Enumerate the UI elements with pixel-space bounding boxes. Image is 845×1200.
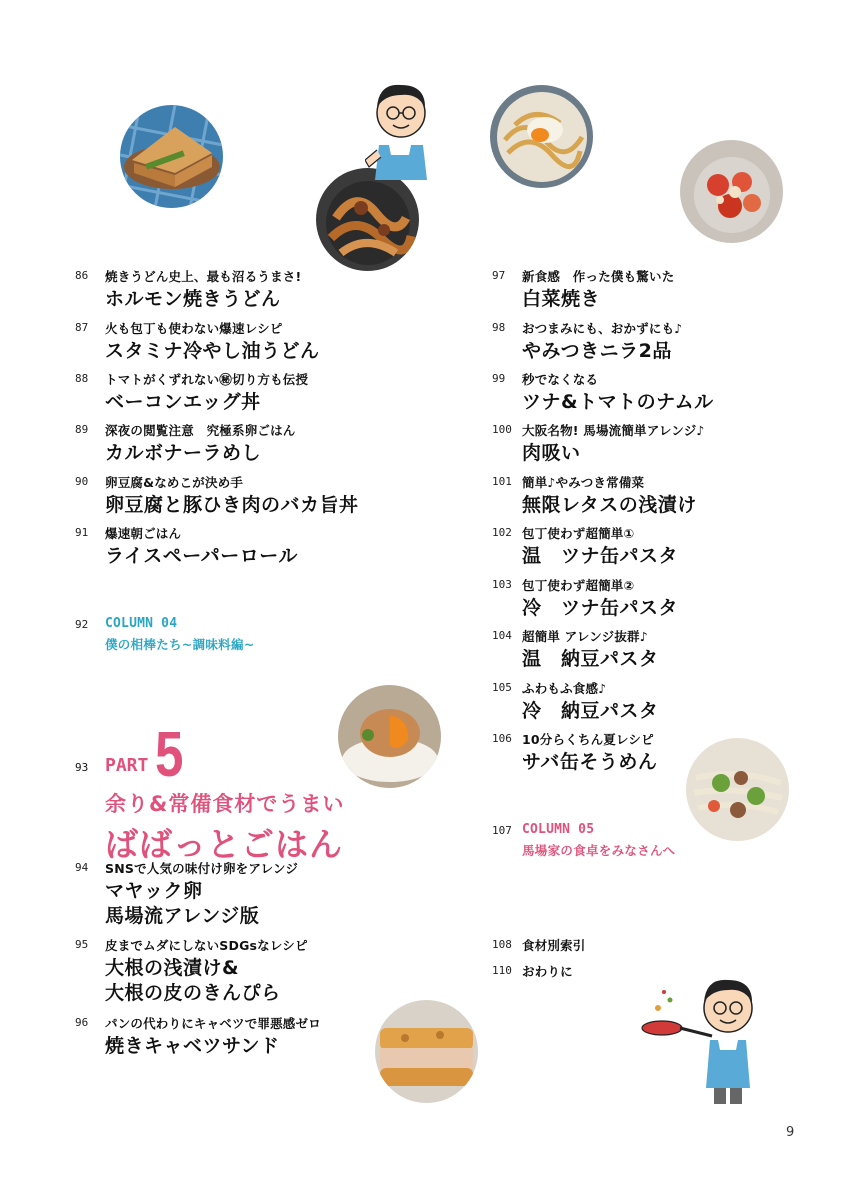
entry-title: 温 納豆パスタ [522, 648, 659, 670]
entry-title: 大根の浅漬け& [105, 957, 240, 979]
entry-subtitle: SNSで人気の味付け卵をアレンジ [105, 861, 299, 876]
column-label: COLUMN 04 [105, 616, 178, 631]
entry-title: ベーコンエッグ丼 [105, 391, 261, 413]
toc-entry[interactable] [492, 679, 742, 722]
entry-subtitle: 包丁使わず超簡単① [522, 526, 635, 541]
part-title-line1: 余り&常備食材でうまい [105, 792, 345, 816]
page-number: 90 [75, 475, 89, 488]
page-number: 89 [75, 423, 89, 436]
toc-entry[interactable] [75, 421, 435, 464]
toc-entry[interactable] [75, 473, 435, 516]
page-number: 93 [75, 761, 89, 774]
toc-entry[interactable] [75, 1014, 435, 1057]
entry-subtitle: ふわもふ食感♪ [522, 681, 607, 696]
page-number: 96 [75, 1016, 89, 1029]
page-number: 105 [492, 681, 512, 694]
toc-entry[interactable] [492, 473, 742, 516]
entry-subtitle: 爆速朝ごはん [105, 526, 182, 541]
page-number: 108 [492, 938, 512, 951]
toc-entry[interactable] [75, 936, 435, 1002]
entry-subtitle: 深夜の閲覧注意 究極系卵ごはん [105, 423, 296, 438]
entry-subtitle: おつまみにも、おかずにも♪ [522, 321, 683, 336]
entry-title: ツナ&トマトのナムル [522, 391, 714, 413]
toc-entry-afterword[interactable] [492, 962, 642, 982]
entry-title-line2: 大根の皮のきんぴら [105, 982, 281, 1004]
page-number: 110 [492, 964, 512, 977]
entry-title: やみつきニラ2品 [522, 340, 672, 362]
toc-entry[interactable] [75, 524, 435, 567]
entry-title: ホルモン焼きうどん [105, 288, 281, 310]
entry-subtitle: 10分らくちん夏レシピ [522, 732, 654, 747]
toc-entry[interactable] [75, 859, 435, 925]
entry-subtitle: 焼きうどん史上、最も沼るうまさ! [105, 269, 302, 284]
toc-entry-index[interactable] [492, 936, 642, 956]
toc-entry[interactable] [75, 267, 435, 310]
toc-entry[interactable] [492, 576, 742, 619]
toc-entry[interactable] [492, 730, 692, 773]
entry-subtitle: 火も包丁も使わない爆速レシピ [105, 321, 283, 336]
column-05-entry[interactable] [492, 822, 742, 862]
part-title-line2: ばばっとごはん [105, 825, 343, 864]
entry-title: 卵豆腐と豚ひき肉のバカ旨丼 [105, 494, 359, 516]
page-number: 98 [492, 321, 506, 334]
column-label: COLUMN 05 [522, 822, 595, 837]
entry-title: 焼きキャベツサンド [105, 1035, 280, 1057]
egg-rice-bowl-photo [338, 685, 441, 788]
entry-title: おわりに [522, 964, 573, 979]
toc-entry[interactable] [75, 319, 435, 362]
toc-entry[interactable] [492, 319, 742, 362]
page-number: 100 [492, 423, 512, 436]
page-number: 91 [75, 526, 89, 539]
toc-entry[interactable] [492, 627, 742, 670]
entry-subtitle: トマトがくずれない㊙切り方も伝授 [105, 372, 309, 387]
entry-title: スタミナ冷やし油うどん [105, 340, 320, 362]
toc-entry[interactable] [75, 370, 435, 413]
entry-title: 食材別索引 [522, 938, 586, 953]
entry-title: 冷 納豆パスタ [522, 700, 659, 722]
folio-page-number: 9 [786, 1125, 795, 1140]
page-number: 106 [492, 732, 512, 745]
page-number: 99 [492, 372, 506, 385]
toc-entry[interactable] [492, 267, 742, 310]
entry-subtitle: 卵豆腐&なめこが決め手 [105, 475, 244, 490]
page-number: 87 [75, 321, 89, 334]
entry-title-line2: 馬場流アレンジ版 [105, 905, 260, 927]
page-number: 104 [492, 629, 512, 642]
page-number: 92 [75, 618, 89, 631]
page-number: 88 [75, 372, 89, 385]
page-number: 86 [75, 269, 89, 282]
column-title: 僕の相棒たち~調味料編~ [105, 637, 255, 652]
chef-pointing-illustration [365, 75, 435, 180]
toc-entry[interactable] [492, 370, 742, 413]
page-number: 95 [75, 938, 89, 951]
page-number: 107 [492, 824, 512, 837]
page-number: 103 [492, 578, 512, 591]
carbonara-pasta-photo [490, 85, 593, 188]
page-number: 102 [492, 526, 512, 539]
entry-title: マヤック卵 [105, 880, 203, 902]
entry-subtitle: 簡単♪やみつき常備菜 [522, 475, 645, 490]
entry-title: ライスペーパーロール [105, 545, 298, 567]
toc-entry[interactable] [492, 421, 762, 464]
entry-title: サバ缶そうめん [522, 751, 658, 773]
yakiudon-photo [316, 168, 419, 271]
part-label: PART [105, 755, 149, 776]
hot-sandwich-photo [120, 105, 223, 208]
entry-title: 無限レタスの浅漬け [522, 494, 697, 516]
entry-title: 白菜焼き [522, 288, 601, 310]
chef-frying-pan-illustration [640, 970, 765, 1110]
entry-subtitle: 大阪名物! 馬場流簡単アレンジ♪ [522, 423, 705, 438]
entry-title: 冷 ツナ缶パスタ [522, 597, 679, 619]
part-number: 5 [155, 718, 184, 790]
entry-title: カルボナーラめし [105, 442, 262, 464]
page-number: 101 [492, 475, 512, 488]
entry-subtitle: 皮までムダにしないSDGsなレシピ [105, 938, 308, 953]
entry-subtitle: 超簡単 アレンジ抜群♪ [522, 629, 648, 644]
toc-entry[interactable] [492, 524, 742, 567]
entry-subtitle: 新食感 作った僕も驚いた [522, 269, 675, 284]
entry-subtitle: パンの代わりにキャベツで罪悪感ゼロ [105, 1016, 321, 1031]
column-04-entry[interactable] [75, 616, 375, 656]
entry-title: 肉吸い [522, 442, 581, 464]
entry-title: 温 ツナ缶パスタ [522, 545, 679, 567]
entry-subtitle: 包丁使わず超簡単② [522, 578, 635, 593]
tomato-tuna-namul-photo [680, 140, 783, 243]
column-title: 馬場家の食卓をみなさんへ [522, 843, 676, 858]
entry-subtitle: 秒でなくなる [522, 372, 599, 387]
page-number: 94 [75, 861, 89, 874]
page-number: 97 [492, 269, 506, 282]
